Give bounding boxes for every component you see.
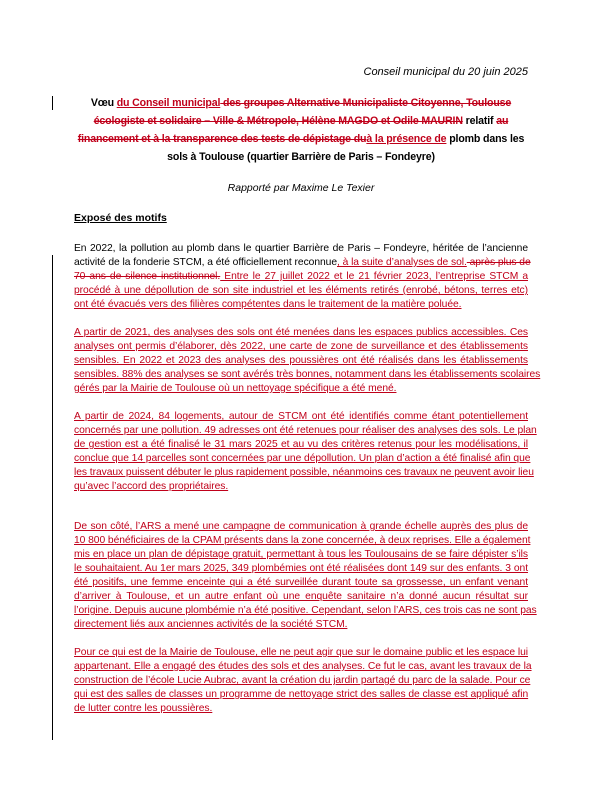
p3-line-5: les travaux puissent débuter le plus rapidement possible, néanmoins ces travaux ne peuvent avoir lieu [74, 467, 534, 478]
reporter-line: Rapporté par Maxime Le Texier [227, 182, 375, 194]
p3-line-3: de gestion est a été finalisé le 31 mars 2025 et au vu des critères retenus pour les modélisations, il [74, 439, 528, 450]
p3-line-6: qu’avec l’accord des propriétaires. [74, 481, 229, 492]
p1-insertion: , à la suite d’analyses de sol. [337, 257, 467, 268]
revision-bar [52, 255, 53, 325]
motion-title-line-4: sols à Toulouse (quartier Barrière de Paris – Fondeyre) [167, 151, 435, 163]
p4-line-6: d’arriver à Toulouse, et un autre enfant où une enquête sanitaire n’a donné aucun résultat sur [74, 591, 528, 602]
title-deletion: financement et à la transparence des tests de dépistage du [77, 133, 367, 145]
title-deletion: des groupes Alternative Municipaliste Citoyenne, Toulouse [220, 97, 512, 109]
p2-line-1: A partir de 2021, des analyses des sols ont été menées dans les espaces publics accessibles. Ces [74, 327, 528, 338]
p4-line-8: directement liés aux anciennes activités de la société STCM. [74, 619, 348, 630]
title-insertion: à la présence de [366, 133, 447, 145]
motion-title-line-2 [74, 114, 528, 128]
revision-bar [52, 638, 53, 740]
p1-line-1: En 2022, la pollution au plomb dans le quartier Barrière de Paris – Fondeyre, héritée de l’ancienne [74, 243, 528, 254]
p4-line-3: mis en place un plan de dépistage gratuit, permettant à tous les Toulousains de se faire dépister s’ils [74, 549, 528, 560]
title-insertion: du Conseil municipal [116, 97, 221, 109]
p4-line-7: l’origine. Depuis aucune plombémie n’a été positive. Cependant, selon l’ARS, ces trois cas ne sont pas [74, 605, 537, 616]
p1-text: activité de la fonderie STCM, a été officiellement reconnue [74, 257, 337, 268]
motion-title-line-1 [74, 96, 528, 110]
revision-bar [52, 409, 53, 519]
title-deletion: écologiste et solidaire – Ville & Métropole, Hélène MAGDO et Odile MAURIN [93, 115, 463, 127]
p5-line-4: qui est des salles de classes un programme de nettoyage strict des salles de classe est appliqué afin [74, 689, 529, 700]
title-word: plomb dans les [446, 133, 525, 145]
p1-line-5: ont été évacués vers des filières compétentes dans le traitement de la matière poluée. [74, 299, 462, 310]
p3-line-2: concernés par une pollution. 49 adresses ont été retenues pour réaliser des analyses des sols. Le plan [74, 425, 537, 436]
p1-deletion: après plus de [466, 257, 531, 268]
p4-line-1: De son côté, l’ARS a mené une campagne de communication à grande échelle auprès des plus de [74, 521, 528, 532]
p2-line-3: sensibles. En 2022 et 2023 des analyses des poussières ont été réalisés dans les établissements [74, 355, 528, 366]
title-deletion: au [496, 115, 509, 127]
revision-bar [52, 96, 53, 110]
p1-line-3 [74, 270, 528, 283]
motion-title-line-3 [74, 132, 528, 146]
section-heading: Exposé des motifs [74, 212, 167, 224]
p5-line-2: appartenant. Elle a engagé des études des sols et des analyses. Ce fut le cas, avant les travaux de la [74, 661, 532, 672]
p2-line-4: sensibles. 88% des analyses se sont avérés très bonnes, notamment dans les établissements scolaires [74, 369, 541, 380]
title-word: relatif [462, 115, 497, 127]
p2-line-2: analyses ont permis d’élaborer, dès 2022, une carte de zone de surveillance et des établissements [74, 341, 528, 352]
p5-line-1: Pour ce qui est de la Mairie de Toulouse, elle ne peut agir que sur le domaine public et les espace lui [74, 647, 528, 658]
p2-line-5: gérés par la Mairie de Toulouse où un nettoyage spécifique a été mené. [74, 383, 397, 394]
p3-line-4: conclue que 14 parcelles sont concernées par une dépollution. Un plan d’action a été finalisé afin que [74, 453, 531, 464]
revision-bar [52, 325, 53, 409]
p4-line-2: 10 800 bénéficiaires de la CPAM présents dans la zone concernée, à deux reprises. Elle a également [74, 535, 531, 546]
p5-line-5: de lutter contre les poussières. [74, 703, 213, 714]
p4-line-4: le souhaitaient. Au 1er mars 2025, 349 plombémies ont été réalisées dont 149 sur des enfants. 3 ont [74, 563, 528, 574]
revision-bar [52, 519, 53, 639]
p3-line-1: A partir de 2024, 84 logements, autour de STCM ont été identifiés comme étant potentiellement [74, 411, 528, 422]
p1-line-2 [74, 256, 531, 269]
p1-insertion: Entre le 27 juillet 2022 et le 21 février 2023, l’entreprise STCM a [220, 271, 528, 282]
p4-line-5: été positifs, une femme enceinte qui a été surveillée durant toute sa grossesse, un enfant venant [74, 577, 528, 588]
p1-deletion: 70 ans de silence institutionnel. [74, 271, 221, 282]
p5-line-3: construction de l’école Lucie Aubrac, avant la création du jardin partagé du parc de la salade. Pour ce [74, 675, 531, 686]
title-word: Vœu [90, 97, 117, 109]
p1-line-4: procédé à une dépollution de son site industriel et les éléments retirés (enrobé, bétons, terres etc) [74, 285, 528, 296]
meeting-date: Conseil municipal du 20 juin 2025 [363, 66, 528, 78]
